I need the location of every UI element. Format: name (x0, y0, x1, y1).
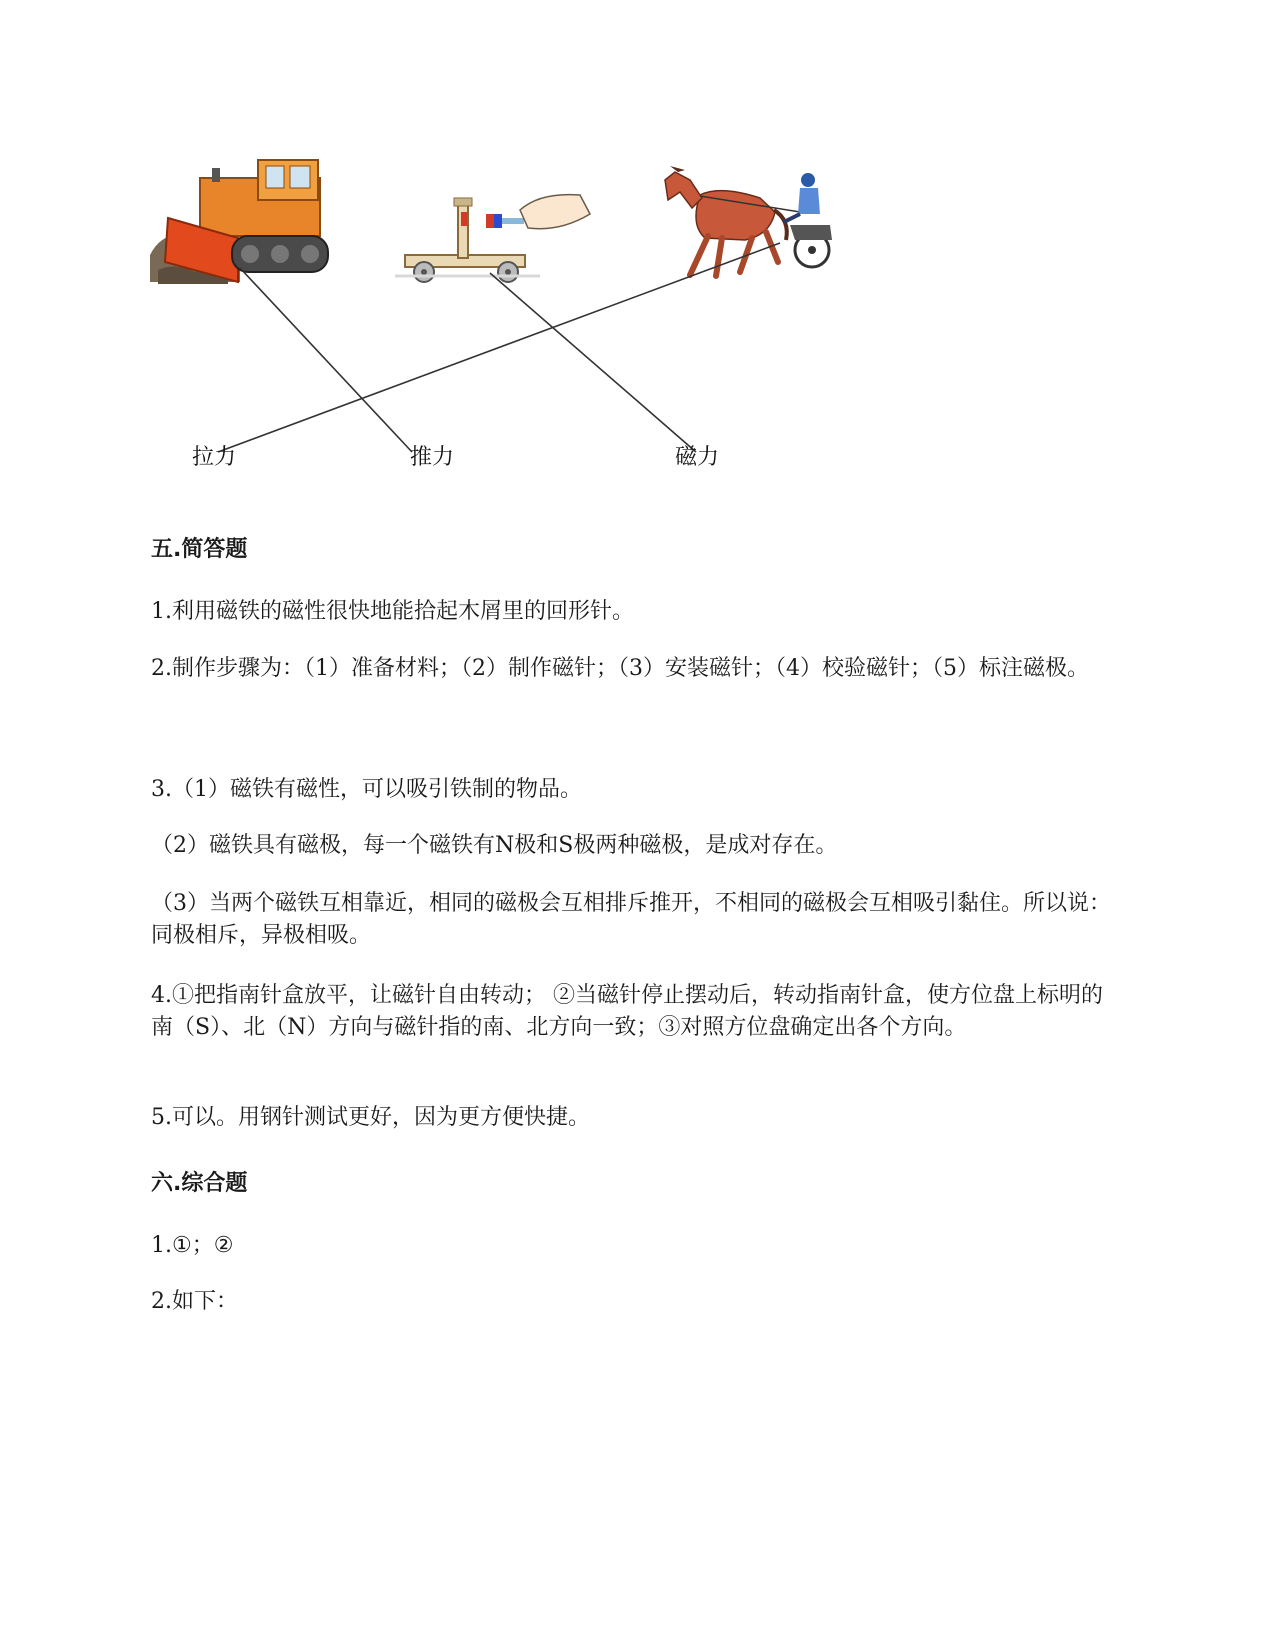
matching-figure (0, 0, 1275, 480)
label-pull: 拉力 (192, 445, 237, 470)
line-cart-to-magnet (490, 273, 696, 452)
line-bulldozer-to-push (240, 268, 412, 452)
answer-paragraph: 2.制作步骤为：（1）准备材料；（2）制作磁针；（3）安装磁针；（4）校验磁针；（5）标注磁极。 (151, 656, 1089, 681)
answer-paragraph: 1.①；② (151, 1233, 234, 1258)
answer-paragraph: 4.①把指南针盒放平，让磁针自由转动； ②当磁针停止摆动后，转动指南针盒，使方位盘上标明的南（S）、北（N）方向与磁针指的南、北方向一致；③对照方位盘确定出各个方向。 (151, 983, 1103, 1040)
answer-paragraph: 1.利用磁铁的磁性很快地能拾起木屑里的回形针。 (151, 599, 634, 624)
answer-paragraph: （3）当两个磁铁互相靠近，相同的磁极会互相排斥推开，不相同的磁极会互相吸引黏住。所以说：同极相斥，异极相吸。 (151, 891, 1112, 948)
answer-paragraph: 5.可以。用钢针测试更好，因为更方便快捷。 (151, 1105, 590, 1130)
answer-paragraph: 2.如下： (151, 1289, 238, 1314)
magnet-cart-picture (395, 195, 590, 282)
bulldozer-picture (150, 160, 328, 284)
answer-paragraph: 3.（1）磁铁有磁性，可以吸引铁制的物品。 (151, 777, 582, 802)
horse-cart-picture (665, 166, 832, 276)
section-heading-short-answer: 五.简答题 (151, 537, 248, 562)
section-heading-comprehensive: 六.综合题 (151, 1171, 248, 1196)
label-magnetic: 磁力 (675, 445, 720, 470)
label-push: 推力 (410, 445, 455, 470)
answer-paragraph: （2）磁铁具有磁极，每一个磁铁有N极和S极两种磁极，是成对存在。 (151, 833, 838, 858)
